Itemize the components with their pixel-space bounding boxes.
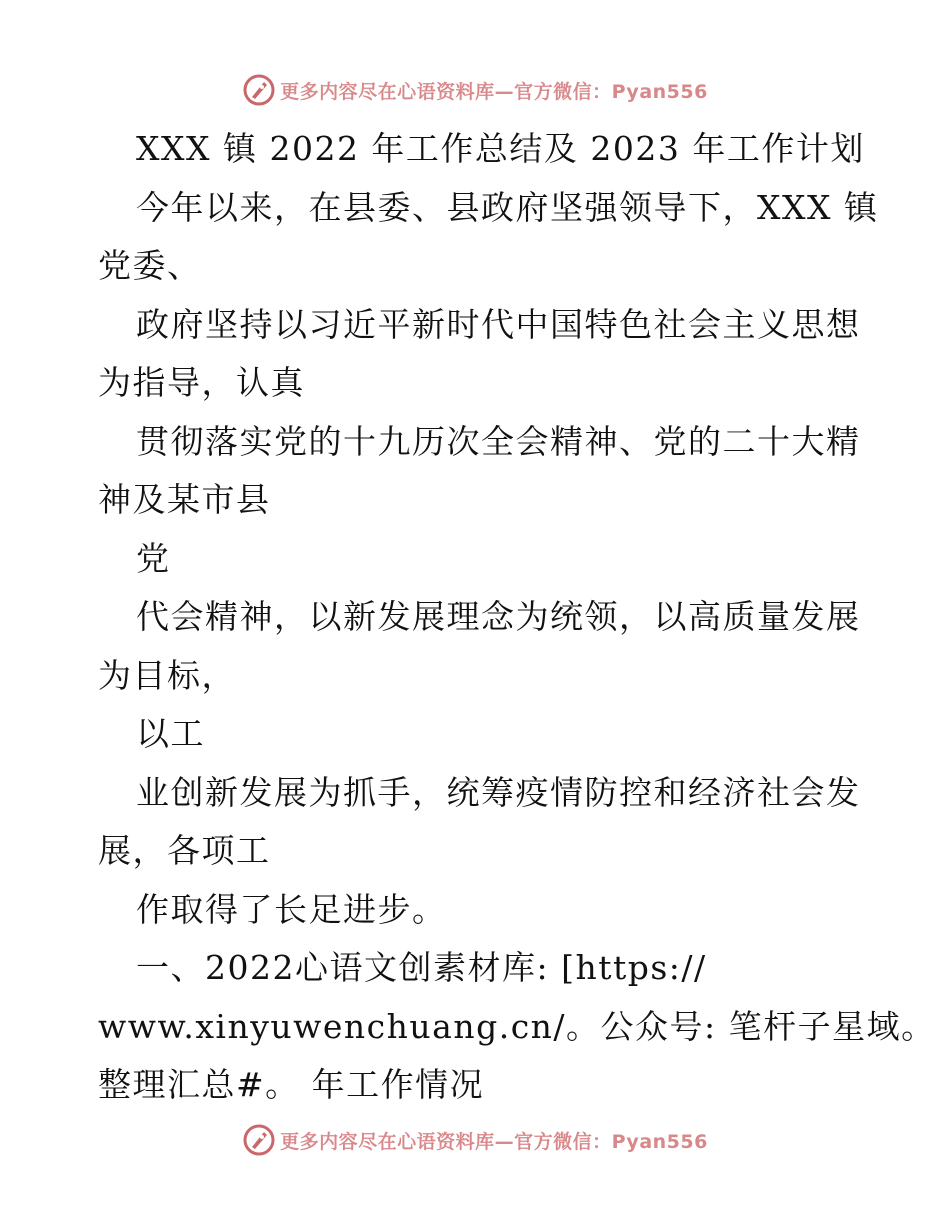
paragraph-line: 展，各项工 xyxy=(98,831,271,870)
paragraph-line: 为目标， xyxy=(98,655,236,695)
pen-nib-circle-icon xyxy=(242,73,276,107)
paragraph-line: 代会精神，以新发展理念为统领，以高质量发展 xyxy=(136,597,861,636)
paragraph-line: 党 xyxy=(136,538,171,578)
watermark-banner-bottom xyxy=(0,1120,950,1160)
paragraph-line: 作取得了长足进步。 xyxy=(136,889,447,929)
watermark-banner-top xyxy=(0,70,950,110)
document-body xyxy=(98,120,936,1115)
paragraph-line: 整理汇总#。 年工作情况 xyxy=(98,1065,485,1104)
paragraph-line: 党委、 xyxy=(98,246,202,285)
paragraph-line: 一、2022心语文创素材库: [https:// xyxy=(136,948,707,987)
watermark-text: 更多内容尽在心语资料库—官方微信：Pyan556 xyxy=(280,80,708,103)
pen-nib-circle-icon xyxy=(242,1123,276,1157)
paragraph-line: 业创新发展为抓手，统筹疫情防控和经济社会发 xyxy=(136,772,861,812)
paragraph-line: 以工 xyxy=(136,714,205,753)
paragraph-line: www.xinyuwenchuang.cn/。公众号: 笔杆子星域。 xyxy=(98,1006,936,1046)
watermark-text: 更多内容尽在心语资料库—官方微信：Pyan556 xyxy=(280,1130,708,1153)
paragraph-line: 为指导，认真 xyxy=(98,363,305,402)
paragraph-line: 今年以来，在县委、县政府坚强领导下，XXX 镇 xyxy=(136,187,879,227)
paragraph-line: 贯彻落实党的十九历次全会精神、党的二十大精 xyxy=(136,421,861,461)
paragraph-line: 神及某市县 xyxy=(98,480,271,519)
document-title: XXX 镇 2022 年工作总结及 2023 年工作计划 xyxy=(136,129,865,168)
paragraph-line: 政府坚持以习近平新时代中国特色社会主义思想 xyxy=(136,304,861,344)
